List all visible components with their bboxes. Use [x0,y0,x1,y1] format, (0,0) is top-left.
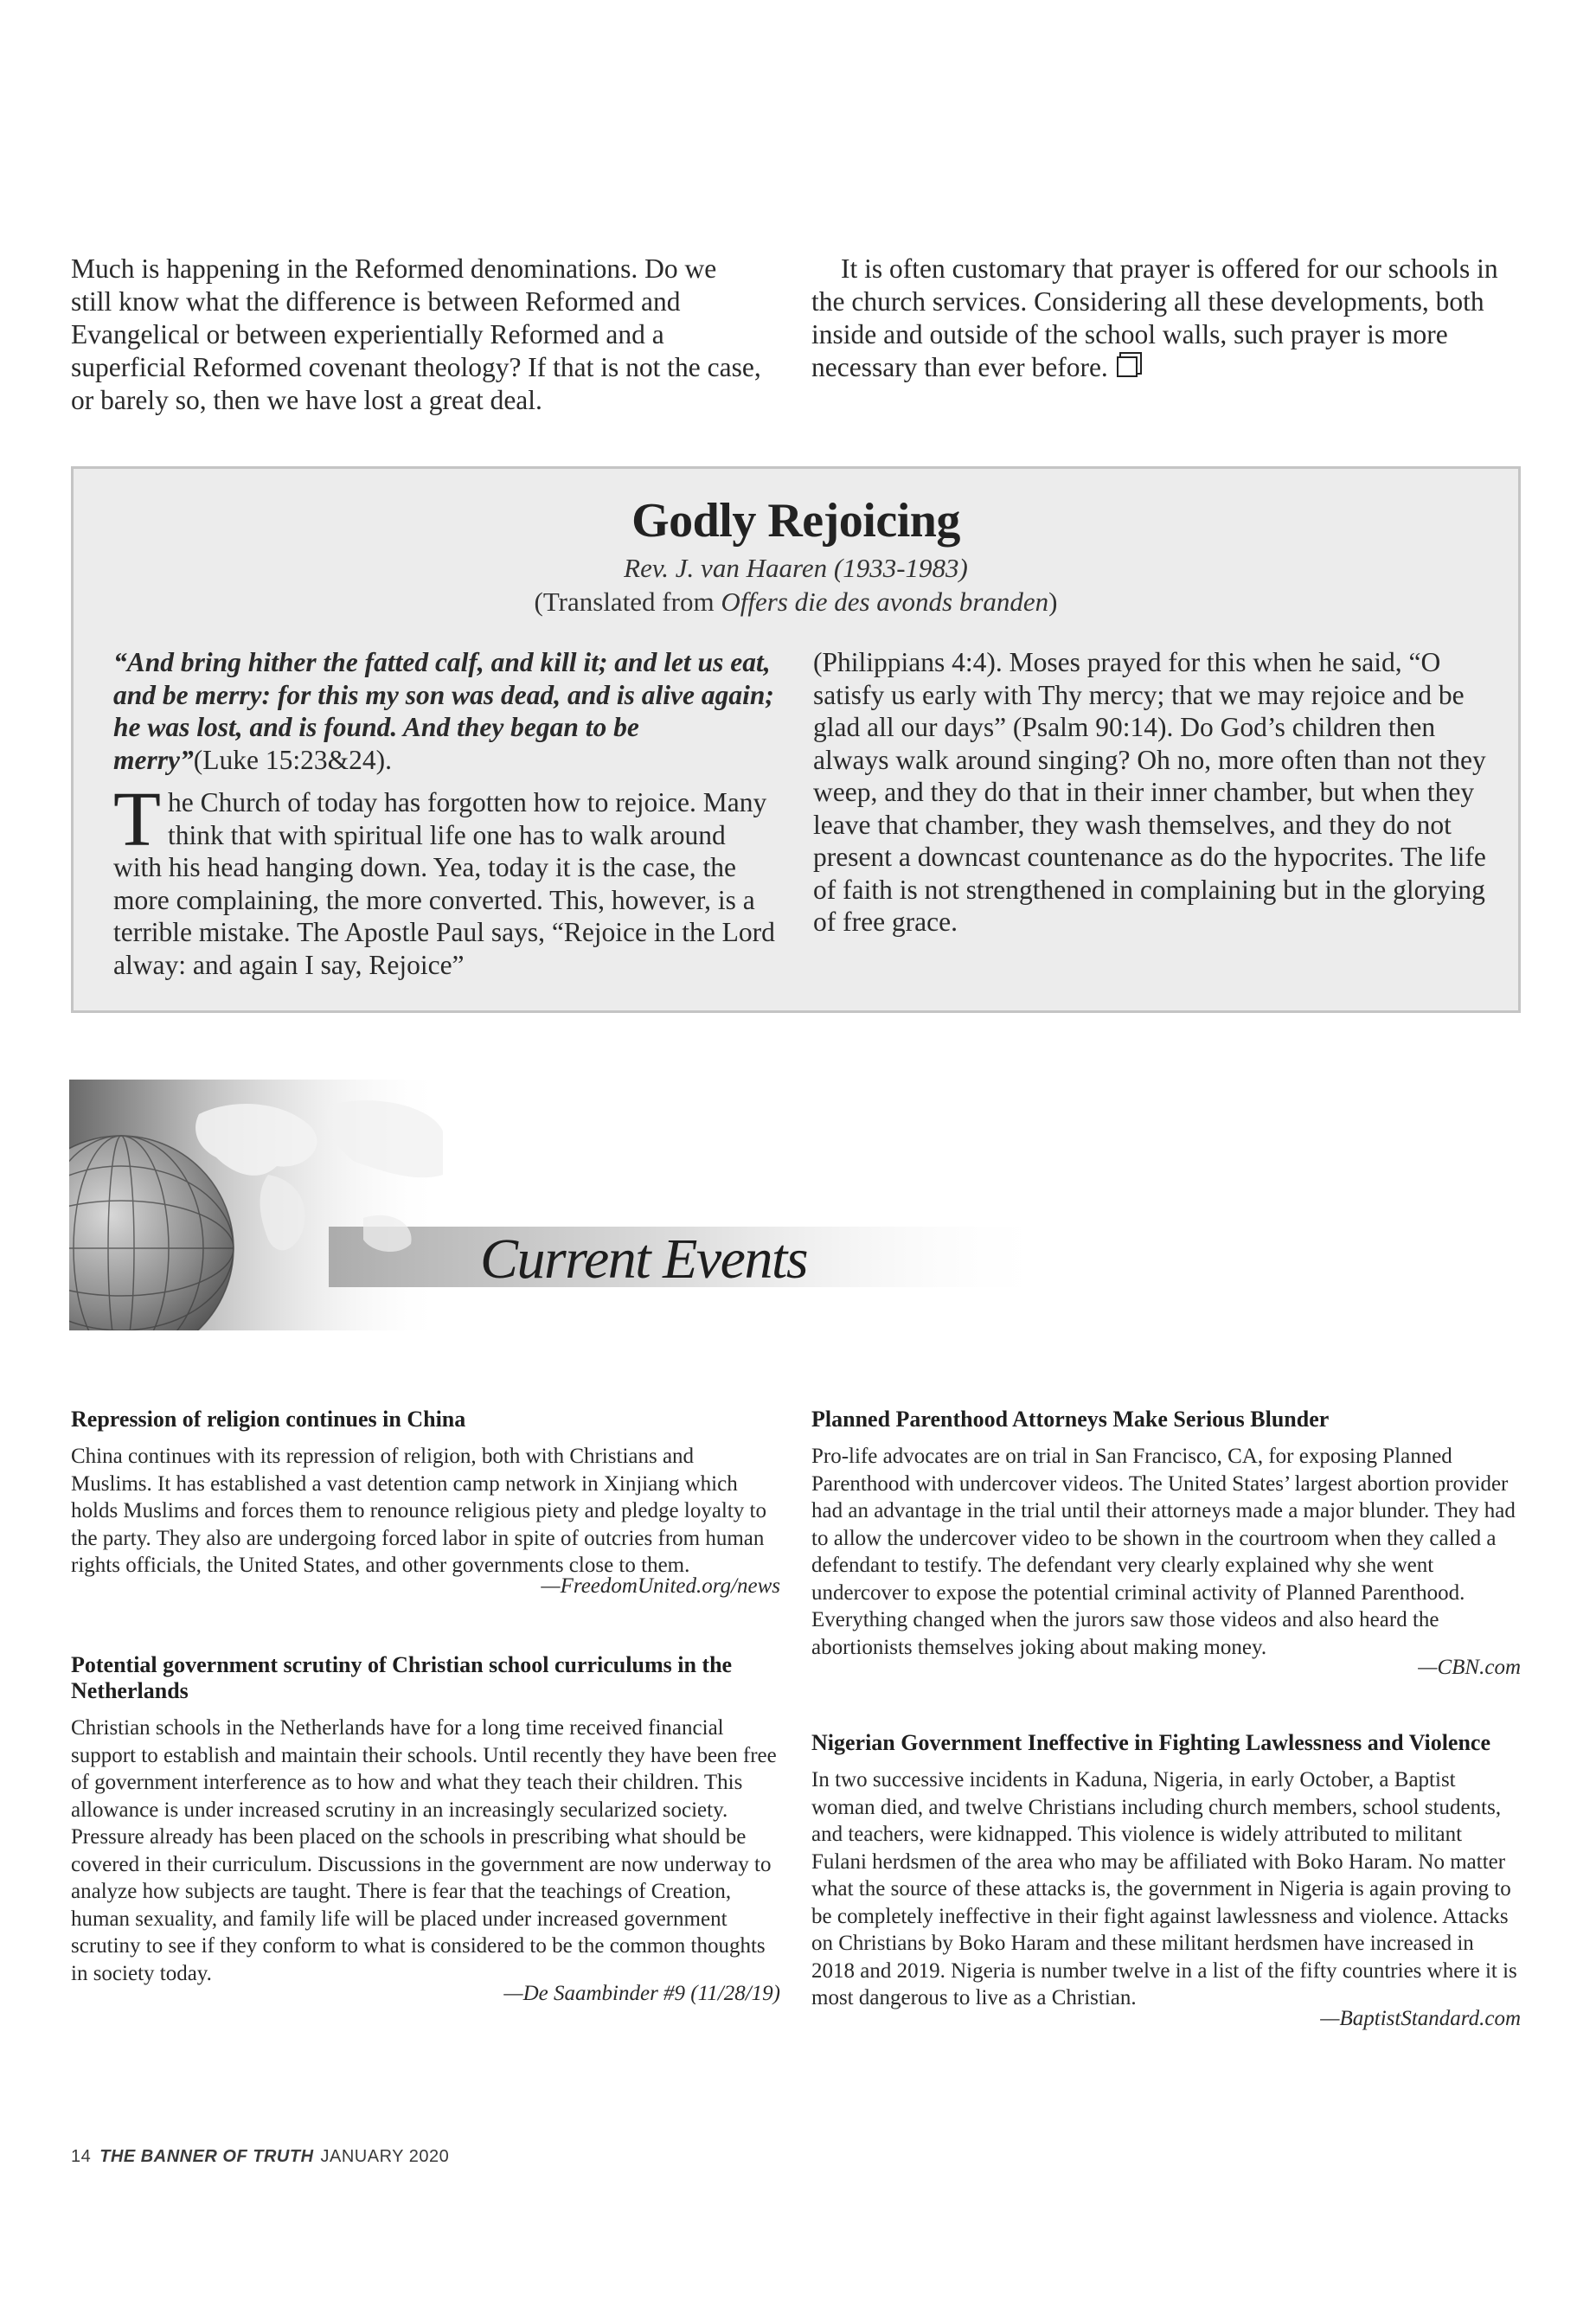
article-title: Godly Rejoicing [631,494,960,548]
news-story [71,1407,780,1599]
paragraph: Much is happening in the Reformed denominations. Do we still know what the difference is between Reformed and Evangelical or between experientially Reformed and a superficial Reformed covenant theology? If that is not the case, or barely so, then we have lost a great deal. [71,253,761,415]
article-author: Rev. J. van Haaren (1933-1983) [624,553,968,583]
translation-suffix: ) [1048,586,1058,617]
current-events-banner [69,1080,1055,1330]
story-body: Pro-life advocates are on trial in San Francisco, CA, for exposing Planned Parenthood with undercover videos. The United States’ largest abortion provider had an advantage in the trial until their attorneys made a major blunder. They had to allow the undercover video to be shown in the courtroom when they called a defendant to testify. The defendant very clearly explained why she went undercover to expose the potential criminal activity of Planned Parenthood. Everything changed when the jurors saw those videos and also heard the abortionists themselves joking about making money. [811,1445,1516,1659]
story-headline: Planned Parenthood Attorneys Make Serious Blunder [811,1407,1330,1432]
story-body: China continues with its repression of religion, both with Christians and Muslims. It has established a vast detention camp network in Xinjiang which holds Muslims and forces them to renounce religious piety and pledge loyalty to the party. They also are undergoing forced labor in spite of outcries from human rights officials, the United States, and other governments close to them. [71,1445,767,1577]
article-column-left [113,646,779,981]
paragraph [811,253,1528,384]
article-column-right [813,646,1497,939]
article-body-right: (Philippians 4:4). Moses prayed for this when he said, “O satisfy us early with Thy mercy; that we may rejoice and be glad all our days” (Psalm 90:14). Do God’s children then always walk around singing? Oh no, more often than not they weep, and they do that in their inner chamber, but when they leave that chamber, they wash themselves, and they do not present a downcast countenance as do the hypocrites. The life of faith is not strengthened in complaining but in the glorying of free grace. [813,647,1486,937]
scripture-quote [113,646,779,776]
story-source: —De Saambinder #9 (11/28/19) [503,1982,780,2005]
story-source: —BaptistStandard.com [1320,2006,1521,2030]
publication-name: THE BANNER OF TRUTH [99,2147,314,2166]
end-of-article-icon [1117,356,1138,377]
scripture-reference: (Luke 15:23&24). [193,744,392,775]
article-translation-note [74,586,1518,618]
issue-date: JANUARY 2020 [320,2147,450,2166]
story-body: In two successive incidents in Kaduna, Nigeria, in early October, a Baptist woman died, and twelve Christians including church members, school students, and teachers, were kidnapped. This violence is widely attributed to militant Fulani herdsmen of the area who may be affiliated with Boko Haram. No matter what the source of these attacks is, the government in Nigeria is again proving to be completely ineffective in their fight against lawlessness and violence. Attacks on Christians by Boko Haram and these militant herdsmen have increased in 2018 and 2019. Nigeria is number twelve in a list of the fifty countries where it is most dangerous to live as a Christian. [811,1768,1517,2009]
translation-source: Offers die des avonds branden [721,586,1049,617]
scripture-quote-text: “And bring hither the fatted calf, and kill it; and let us eat, and be merry: for this my son was dead, and is alive again; he was lost, and is found. And they began to be merry” [113,647,774,775]
story-source: —CBN.com [1418,1656,1521,1679]
story-headline: Potential government scrutiny of Christian school curriculums in the Netherlands [71,1652,733,1703]
story-headline: Repression of religion continues in China [71,1407,466,1432]
story-source: —FreedomUnited.org/news [541,1574,780,1598]
globe-world-map-icon [69,1080,1055,1330]
news-story [811,1730,1521,2032]
paragraph-text: It is often customary that prayer is offered for our schools in the church services. Considering all these developments, both inside and outside of the school walls, such prayer is more necessary than ever before. [811,253,1498,382]
sidebar-article-box [71,466,1521,1013]
story-body: Christian schools in the Netherlands have for a long time received financial support to establish and maintain their schools. Until recently they have been free of government interference as to how and what they teach their children. This allowance is under increased scrutiny in an increasingly secularized society. Pressure already has been placed on the schools in prescribing what should be covered in their curriculum. Discussions in the government are now underway to analyze how subjects are taught. There is fear that the teachings of Creation, human sexuality, and family life will be placed under increased government scrutiny to see if they conform to what is considered to be the common thoughts in society today. [71,1716,777,1985]
continued-text-left [71,253,763,417]
page-footer [71,2147,449,2167]
news-story [71,1652,780,2008]
article-body-left [113,777,779,981]
story-headline: Nigerian Government Ineffective in Fighting Lawlessness and Violence [811,1730,1491,1755]
body-text: he Church of today has forgotten how to rejoice. Many think that with spiritual life one has to walk around with his head hanging down. Yea, today it is the case, the more complaining, the more converted. This, however, is a terrible mistake. The Apostle Paul says, “Rejoice in the Lord alway: and again I say, Rejoice” [113,787,775,980]
continued-text-right [811,253,1528,384]
page-number: 14 [71,2147,92,2166]
drop-cap: T [113,777,161,862]
section-title: Current Events [480,1227,807,1291]
translation-prefix: (Translated from [534,586,721,617]
news-story [811,1407,1521,1682]
